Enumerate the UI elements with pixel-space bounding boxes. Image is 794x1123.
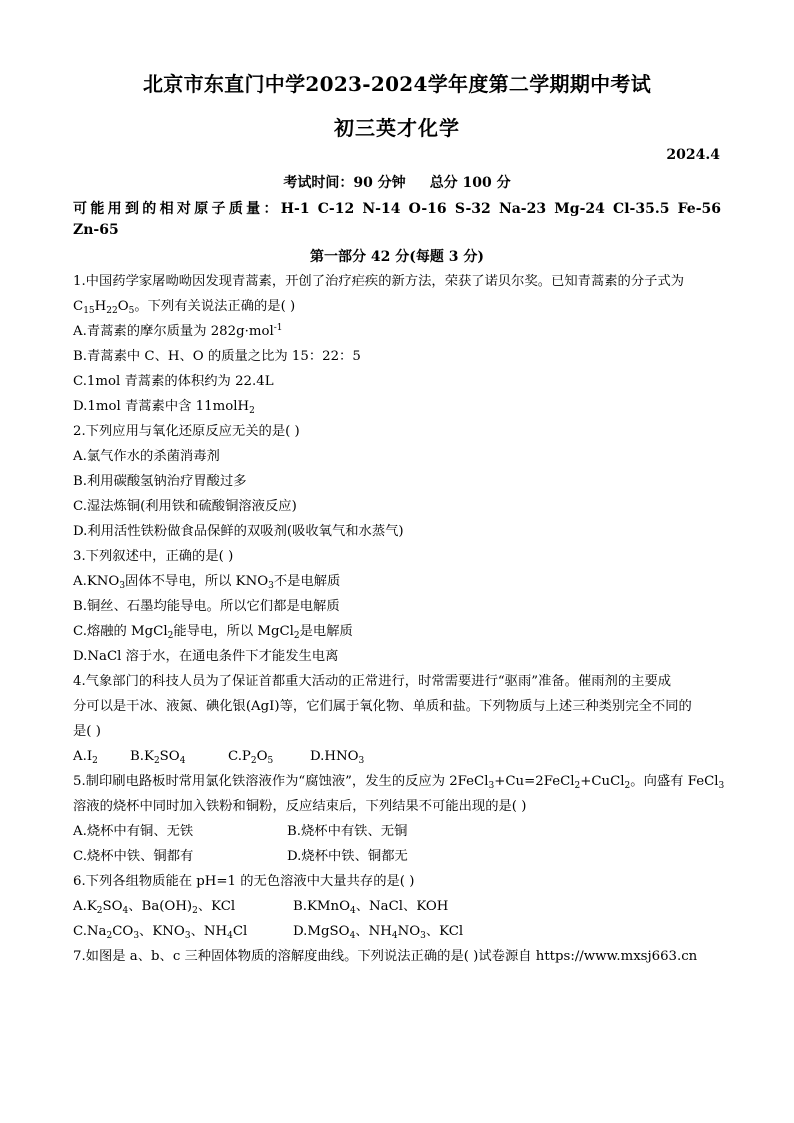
q1-stem-line1: 1.中国药学家屠呦呦因发现青蒿素，开创了治疗疟疾的新方法，荣获了诺贝尔奖。已知青蒿素的分子式为 bbox=[73, 274, 685, 289]
section-heading: 第一部分 42 分(每题 3 分) bbox=[310, 249, 484, 265]
q4-option-c: $C.P_2O_5$ bbox=[228, 749, 274, 766]
q3-option-c: C.熔融的 MgCl$_2$能导电，所以 MgCl$_2$是电解质 bbox=[73, 624, 353, 641]
q3-stem: 3.下列叙述中，正确的是( ) bbox=[73, 549, 234, 564]
q6-options-ab bbox=[73, 898, 448, 916]
q2-option-b: B.利用碳酸氢钠治疗胃酸过多 bbox=[73, 474, 247, 489]
q5-options-ab bbox=[73, 823, 407, 841]
q6-option-a: $A.K_2SO_4$、$Ba(OH)_2$、KCl bbox=[73, 899, 236, 916]
q5-stem-line1: 5.制印刷电路板时常用氯化铁溶液作为“腐蚀液”，发生的反应为 2FeCl$_3$+Cu=2FeCl$_2$+CuCl$_2$。向盛有 FeCl$_3$ bbox=[73, 774, 725, 791]
q1-option-b: B.青蒿素中 C、H、O 的质量之比为 15：22：5 bbox=[73, 349, 361, 364]
q6-option-b: B.KMnO$_4$、NaCl、KOH bbox=[293, 899, 449, 916]
q2-option-a: A.氯气作水的杀菌消毒剂 bbox=[73, 449, 220, 464]
exam-info bbox=[0, 172, 794, 192]
q5-options-cd bbox=[73, 848, 408, 866]
atomic-masses-line2: Zn-65 bbox=[73, 222, 119, 238]
exam-title: 北京市东直门中学2023-2024学年度第二学期期中考试 bbox=[142, 72, 652, 96]
q3-option-b: B.铜丝、石墨均能导电。所以它们都是电解质 bbox=[73, 599, 340, 614]
q3-option-d: D.NaCl 溶于水，在通电条件下才能发生电离 bbox=[73, 649, 339, 664]
q2-option-c: C.湿法炼铜(利用铁和硫酸铜溶液反应) bbox=[73, 499, 297, 514]
q4-option-b: $B.K_2SO_4$ bbox=[130, 749, 186, 766]
exam-subtitle: 初三英才化学 bbox=[334, 116, 460, 140]
q4-stem-line3: 是( ) bbox=[73, 724, 101, 739]
atomic-masses-line1: 可能用到的相对原子质量：H-1 C-12 N-14 O-16 S-32 Na-23 Mg-24 Cl-35.5 Fe-56 bbox=[73, 201, 721, 217]
q7-stem: 7.如图是 a、b、c 三种固体物质的溶解度曲线。下列说法正确的是( )试卷源自 https://www.mxsj663.cn bbox=[73, 949, 698, 964]
q4-options bbox=[73, 748, 364, 766]
q3-option-a: $A.KNO_3$固体不导电，所以 $KNO_3$不是电解质 bbox=[73, 574, 341, 591]
q2-option-d: D.利用活性铁粉做食品保鲜的双吸剂(吸收氧气和水蒸气) bbox=[73, 524, 404, 539]
q1-option-a: A.青蒿素的摩尔质量为 282g·mol$^{-1}$ bbox=[73, 323, 283, 339]
q1-stem-line2: $C_{15}H_{22}O_5$。下列有关说法正确的是( ) bbox=[73, 299, 296, 316]
q5-option-d: D.烧杯中铁、铜都无 bbox=[287, 849, 408, 864]
q6-options-cd bbox=[73, 923, 463, 941]
q6-stem: 6.下列各组物质能在 pH=1 的无色溶液中大量共存的是( ) bbox=[73, 874, 415, 889]
q4-stem-line2: 分可以是干冰、液氮、碘化银(AgI)等，它们属于氧化物、单质和盐。下列物质与上述三种类别完全不同的 bbox=[73, 699, 692, 714]
q5-option-a: A.烧杯中有铜、无铁 bbox=[73, 824, 194, 839]
q6-option-c: $C.Na_2CO_3$、$KNO_3$、$NH_4Cl$ bbox=[73, 924, 248, 941]
q4-stem-line1: 4.气象部门的科技人员为了保证首都重大活动的正常进行，时常需要进行“驱雨”准备。催雨剂的主要成 bbox=[73, 674, 672, 689]
q5-option-b: B.烧杯中有铁、无铜 bbox=[287, 824, 408, 839]
q6-option-d: D.MgSO$_4$、$NH_4NO_3$、KCl bbox=[293, 924, 464, 941]
q4-option-a: $A.I_2$ bbox=[73, 749, 98, 766]
q4-option-d: $D.HNO_3$ bbox=[310, 749, 365, 766]
q1-option-d: D.1mol 青蒿素中含 11molH$_2$ bbox=[73, 399, 255, 416]
q1-option-c: C.1mol 青蒿素的体积约为 22.4L bbox=[73, 374, 274, 389]
total-score: 总分 100 分 bbox=[429, 175, 511, 191]
q5-option-c: C.烧杯中铁、铜都有 bbox=[73, 849, 194, 864]
exam-date: 2024.4 bbox=[666, 147, 720, 163]
q2-stem: 2.下列应用与氧化还原反应无关的是( ) bbox=[73, 424, 300, 439]
exam-time: 考试时间：90 分钟 bbox=[283, 175, 406, 191]
q5-stem-line2: 溶液的烧杯中同时加入铁粉和铜粉，反应结束后，下列结果不可能出现的是( ) bbox=[73, 799, 527, 814]
